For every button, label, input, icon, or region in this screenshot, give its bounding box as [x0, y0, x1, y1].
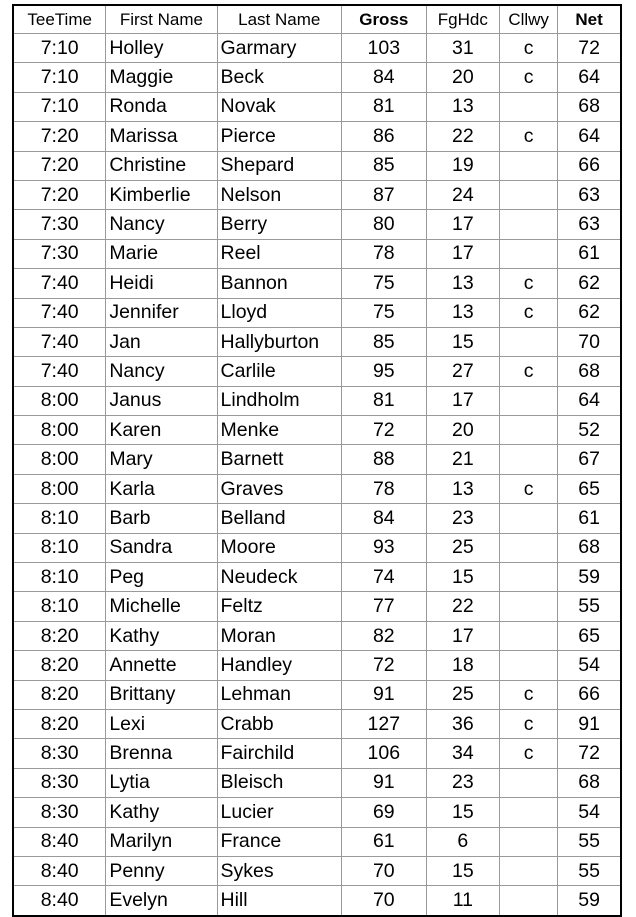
- tee-time-cell: 7:40: [13, 357, 106, 386]
- cllwy-cell: [500, 504, 558, 533]
- tee-time-cell: 8:30: [13, 768, 106, 797]
- last-name-cell: Neudeck: [217, 563, 341, 592]
- table-row: [13, 798, 621, 827]
- tee-time-cell: 7:10: [13, 34, 106, 63]
- net-cell: 62: [558, 298, 621, 327]
- header-cllwy: Cllwy: [500, 5, 558, 34]
- cllwy-cell: c: [500, 474, 558, 503]
- last-name-cell: Hallyburton: [217, 327, 341, 356]
- net-cell: 64: [558, 386, 621, 415]
- net-cell: 65: [558, 621, 621, 650]
- first-name-cell: Nancy: [106, 357, 217, 386]
- fg-hdc-cell: 17: [426, 239, 499, 268]
- table-row: [13, 827, 621, 856]
- tee-time-cell: 8:00: [13, 386, 106, 415]
- cllwy-cell: [500, 827, 558, 856]
- gross-cell: 61: [341, 827, 426, 856]
- fg-hdc-cell: 11: [426, 886, 499, 916]
- tee-time-cell: 8:20: [13, 651, 106, 680]
- first-name-cell: Annette: [106, 651, 217, 680]
- first-name-cell: Marilyn: [106, 827, 217, 856]
- net-cell: 68: [558, 533, 621, 562]
- first-name-cell: Karla: [106, 474, 217, 503]
- gross-cell: 81: [341, 92, 426, 121]
- last-name-cell: Feltz: [217, 592, 341, 621]
- table-row: [13, 92, 621, 121]
- net-cell: 64: [558, 63, 621, 92]
- last-name-cell: Barnett: [217, 445, 341, 474]
- fg-hdc-cell: 18: [426, 651, 499, 680]
- cllwy-cell: c: [500, 709, 558, 738]
- net-cell: 68: [558, 768, 621, 797]
- first-name-cell: Lytia: [106, 768, 217, 797]
- table-row: [13, 357, 621, 386]
- cllwy-cell: [500, 327, 558, 356]
- tee-time-cell: 7:40: [13, 298, 106, 327]
- last-name-cell: Nelson: [217, 180, 341, 209]
- first-name-cell: Brenna: [106, 739, 217, 768]
- fg-hdc-cell: 24: [426, 180, 499, 209]
- gross-cell: 127: [341, 709, 426, 738]
- gross-cell: 70: [341, 856, 426, 885]
- gross-cell: 88: [341, 445, 426, 474]
- tee-time-cell: 8:20: [13, 680, 106, 709]
- gross-cell: 78: [341, 474, 426, 503]
- cllwy-cell: [500, 856, 558, 885]
- tee-time-cell: 7:10: [13, 92, 106, 121]
- gross-cell: 106: [341, 739, 426, 768]
- cllwy-cell: c: [500, 739, 558, 768]
- table-row: [13, 327, 621, 356]
- cllwy-cell: [500, 798, 558, 827]
- tee-time-cell: 8:10: [13, 533, 106, 562]
- table-body: [13, 34, 621, 916]
- net-cell: 72: [558, 34, 621, 63]
- tee-time-cell: 7:20: [13, 122, 106, 151]
- net-cell: 55: [558, 827, 621, 856]
- table-row: [13, 63, 621, 92]
- table-row: [13, 651, 621, 680]
- gross-cell: 80: [341, 210, 426, 239]
- net-cell: 70: [558, 327, 621, 356]
- fg-hdc-cell: 15: [426, 327, 499, 356]
- gross-cell: 85: [341, 151, 426, 180]
- cllwy-cell: [500, 416, 558, 445]
- net-cell: 72: [558, 739, 621, 768]
- tee-time-cell: 8:10: [13, 563, 106, 592]
- gross-cell: 74: [341, 563, 426, 592]
- last-name-cell: Pierce: [217, 122, 341, 151]
- net-cell: 67: [558, 445, 621, 474]
- gross-cell: 75: [341, 269, 426, 298]
- fg-hdc-cell: 13: [426, 269, 499, 298]
- fg-hdc-cell: 6: [426, 827, 499, 856]
- tee-time-cell: 8:30: [13, 798, 106, 827]
- header-fg-hdc: FgHdc: [426, 5, 499, 34]
- header-tee-time: TeeTime: [13, 5, 106, 34]
- table-row: [13, 709, 621, 738]
- last-name-cell: Handley: [217, 651, 341, 680]
- cllwy-cell: [500, 651, 558, 680]
- gross-cell: 95: [341, 357, 426, 386]
- net-cell: 59: [558, 563, 621, 592]
- table-row: [13, 592, 621, 621]
- table-row: [13, 856, 621, 885]
- tee-time-cell: 7:20: [13, 180, 106, 209]
- tee-time-cell: 7:30: [13, 210, 106, 239]
- table-row: [13, 504, 621, 533]
- last-name-cell: Bleisch: [217, 768, 341, 797]
- gross-cell: 103: [341, 34, 426, 63]
- last-name-cell: Lehman: [217, 680, 341, 709]
- fg-hdc-cell: 19: [426, 151, 499, 180]
- gross-cell: 77: [341, 592, 426, 621]
- net-cell: 61: [558, 239, 621, 268]
- last-name-cell: Sykes: [217, 856, 341, 885]
- last-name-cell: Graves: [217, 474, 341, 503]
- table-row: [13, 180, 621, 209]
- table-row: [13, 298, 621, 327]
- tee-time-cell: 7:20: [13, 151, 106, 180]
- last-name-cell: Lloyd: [217, 298, 341, 327]
- tee-time-cell: 8:40: [13, 827, 106, 856]
- table-row: [13, 386, 621, 415]
- last-name-cell: Moore: [217, 533, 341, 562]
- tee-time-cell: 8:20: [13, 621, 106, 650]
- score-table: [12, 4, 622, 917]
- gross-cell: 84: [341, 63, 426, 92]
- net-cell: 63: [558, 180, 621, 209]
- cllwy-cell: c: [500, 298, 558, 327]
- fg-hdc-cell: 36: [426, 709, 499, 738]
- cllwy-cell: [500, 886, 558, 916]
- tee-time-cell: 8:00: [13, 445, 106, 474]
- first-name-cell: Christine: [106, 151, 217, 180]
- header-row: [13, 5, 621, 34]
- tee-time-cell: 8:00: [13, 474, 106, 503]
- tee-time-cell: 7:10: [13, 63, 106, 92]
- table-row: [13, 210, 621, 239]
- cllwy-cell: c: [500, 34, 558, 63]
- gross-cell: 81: [341, 386, 426, 415]
- cllwy-cell: [500, 768, 558, 797]
- table-row: [13, 122, 621, 151]
- net-cell: 68: [558, 357, 621, 386]
- gross-cell: 70: [341, 886, 426, 916]
- fg-hdc-cell: 17: [426, 210, 499, 239]
- net-cell: 55: [558, 856, 621, 885]
- first-name-cell: Marie: [106, 239, 217, 268]
- header-last-name: Last Name: [217, 5, 341, 34]
- last-name-cell: Berry: [217, 210, 341, 239]
- tee-time-cell: 8:10: [13, 592, 106, 621]
- gross-cell: 87: [341, 180, 426, 209]
- fg-hdc-cell: 23: [426, 504, 499, 533]
- first-name-cell: Sandra: [106, 533, 217, 562]
- gross-cell: 91: [341, 768, 426, 797]
- gross-cell: 86: [341, 122, 426, 151]
- gross-cell: 78: [341, 239, 426, 268]
- gross-cell: 75: [341, 298, 426, 327]
- last-name-cell: Beck: [217, 63, 341, 92]
- cllwy-cell: c: [500, 269, 558, 298]
- cllwy-cell: [500, 445, 558, 474]
- net-cell: 91: [558, 709, 621, 738]
- fg-hdc-cell: 15: [426, 798, 499, 827]
- net-cell: 52: [558, 416, 621, 445]
- fg-hdc-cell: 22: [426, 592, 499, 621]
- last-name-cell: Belland: [217, 504, 341, 533]
- first-name-cell: Lexi: [106, 709, 217, 738]
- last-name-cell: Lindholm: [217, 386, 341, 415]
- first-name-cell: Maggie: [106, 63, 217, 92]
- table-row: [13, 886, 621, 916]
- fg-hdc-cell: 15: [426, 856, 499, 885]
- fg-hdc-cell: 13: [426, 474, 499, 503]
- last-name-cell: Crabb: [217, 709, 341, 738]
- net-cell: 55: [558, 592, 621, 621]
- fg-hdc-cell: 27: [426, 357, 499, 386]
- gross-cell: 72: [341, 651, 426, 680]
- first-name-cell: Jan: [106, 327, 217, 356]
- fg-hdc-cell: 15: [426, 563, 499, 592]
- net-cell: 64: [558, 122, 621, 151]
- first-name-cell: Ronda: [106, 92, 217, 121]
- last-name-cell: Garmary: [217, 34, 341, 63]
- net-cell: 65: [558, 474, 621, 503]
- tee-time-cell: 8:00: [13, 416, 106, 445]
- net-cell: 68: [558, 92, 621, 121]
- cllwy-cell: [500, 239, 558, 268]
- first-name-cell: Brittany: [106, 680, 217, 709]
- table-row: [13, 768, 621, 797]
- fg-hdc-cell: 31: [426, 34, 499, 63]
- last-name-cell: Hill: [217, 886, 341, 916]
- net-cell: 59: [558, 886, 621, 916]
- last-name-cell: Bannon: [217, 269, 341, 298]
- last-name-cell: Moran: [217, 621, 341, 650]
- header-net: Net: [558, 5, 621, 34]
- first-name-cell: Holley: [106, 34, 217, 63]
- cllwy-cell: [500, 533, 558, 562]
- fg-hdc-cell: 25: [426, 680, 499, 709]
- table-row: [13, 563, 621, 592]
- first-name-cell: Mary: [106, 445, 217, 474]
- first-name-cell: Janus: [106, 386, 217, 415]
- last-name-cell: Lucier: [217, 798, 341, 827]
- table-row: [13, 269, 621, 298]
- net-cell: 54: [558, 798, 621, 827]
- table-row: [13, 739, 621, 768]
- fg-hdc-cell: 20: [426, 63, 499, 92]
- fg-hdc-cell: 13: [426, 92, 499, 121]
- cllwy-cell: [500, 563, 558, 592]
- gross-cell: 93: [341, 533, 426, 562]
- tee-time-cell: 8:30: [13, 739, 106, 768]
- first-name-cell: Jennifer: [106, 298, 217, 327]
- fg-hdc-cell: 23: [426, 768, 499, 797]
- last-name-cell: France: [217, 827, 341, 856]
- last-name-cell: Fairchild: [217, 739, 341, 768]
- table-row: [13, 621, 621, 650]
- fg-hdc-cell: 34: [426, 739, 499, 768]
- tee-time-cell: 7:40: [13, 269, 106, 298]
- cllwy-cell: c: [500, 357, 558, 386]
- table-row: [13, 680, 621, 709]
- last-name-cell: Reel: [217, 239, 341, 268]
- first-name-cell: Karen: [106, 416, 217, 445]
- first-name-cell: Barb: [106, 504, 217, 533]
- first-name-cell: Heidi: [106, 269, 217, 298]
- cllwy-cell: c: [500, 122, 558, 151]
- cllwy-cell: [500, 621, 558, 650]
- cllwy-cell: [500, 210, 558, 239]
- table-row: [13, 533, 621, 562]
- net-cell: 54: [558, 651, 621, 680]
- fg-hdc-cell: 20: [426, 416, 499, 445]
- gross-cell: 72: [341, 416, 426, 445]
- tee-time-cell: 8:40: [13, 886, 106, 916]
- last-name-cell: Shepard: [217, 151, 341, 180]
- net-cell: 61: [558, 504, 621, 533]
- gross-cell: 82: [341, 621, 426, 650]
- gross-cell: 84: [341, 504, 426, 533]
- header-gross: Gross: [341, 5, 426, 34]
- gross-cell: 91: [341, 680, 426, 709]
- tee-time-cell: 8:20: [13, 709, 106, 738]
- table-row: [13, 416, 621, 445]
- cllwy-cell: [500, 92, 558, 121]
- table-row: [13, 239, 621, 268]
- fg-hdc-cell: 13: [426, 298, 499, 327]
- gross-cell: 69: [341, 798, 426, 827]
- last-name-cell: Menke: [217, 416, 341, 445]
- cllwy-cell: [500, 180, 558, 209]
- fg-hdc-cell: 22: [426, 122, 499, 151]
- tee-time-cell: 8:40: [13, 856, 106, 885]
- table-row: [13, 34, 621, 63]
- first-name-cell: Kathy: [106, 798, 217, 827]
- first-name-cell: Kathy: [106, 621, 217, 650]
- net-cell: 63: [558, 210, 621, 239]
- net-cell: 66: [558, 680, 621, 709]
- cllwy-cell: c: [500, 680, 558, 709]
- tee-time-cell: 8:10: [13, 504, 106, 533]
- fg-hdc-cell: 21: [426, 445, 499, 474]
- header-first-name: First Name: [106, 5, 217, 34]
- first-name-cell: Kimberlie: [106, 180, 217, 209]
- net-cell: 66: [558, 151, 621, 180]
- tee-time-cell: 7:30: [13, 239, 106, 268]
- table-row: [13, 474, 621, 503]
- cllwy-cell: [500, 592, 558, 621]
- table-row: [13, 445, 621, 474]
- cllwy-cell: [500, 386, 558, 415]
- net-cell: 62: [558, 269, 621, 298]
- first-name-cell: Evelyn: [106, 886, 217, 916]
- last-name-cell: Carlile: [217, 357, 341, 386]
- fg-hdc-cell: 17: [426, 621, 499, 650]
- first-name-cell: Penny: [106, 856, 217, 885]
- first-name-cell: Michelle: [106, 592, 217, 621]
- tee-time-cell: 7:40: [13, 327, 106, 356]
- gross-cell: 85: [341, 327, 426, 356]
- cllwy-cell: [500, 151, 558, 180]
- last-name-cell: Novak: [217, 92, 341, 121]
- first-name-cell: Peg: [106, 563, 217, 592]
- fg-hdc-cell: 25: [426, 533, 499, 562]
- table-row: [13, 151, 621, 180]
- table-header: [13, 5, 621, 34]
- fg-hdc-cell: 17: [426, 386, 499, 415]
- cllwy-cell: c: [500, 63, 558, 92]
- first-name-cell: Marissa: [106, 122, 217, 151]
- first-name-cell: Nancy: [106, 210, 217, 239]
